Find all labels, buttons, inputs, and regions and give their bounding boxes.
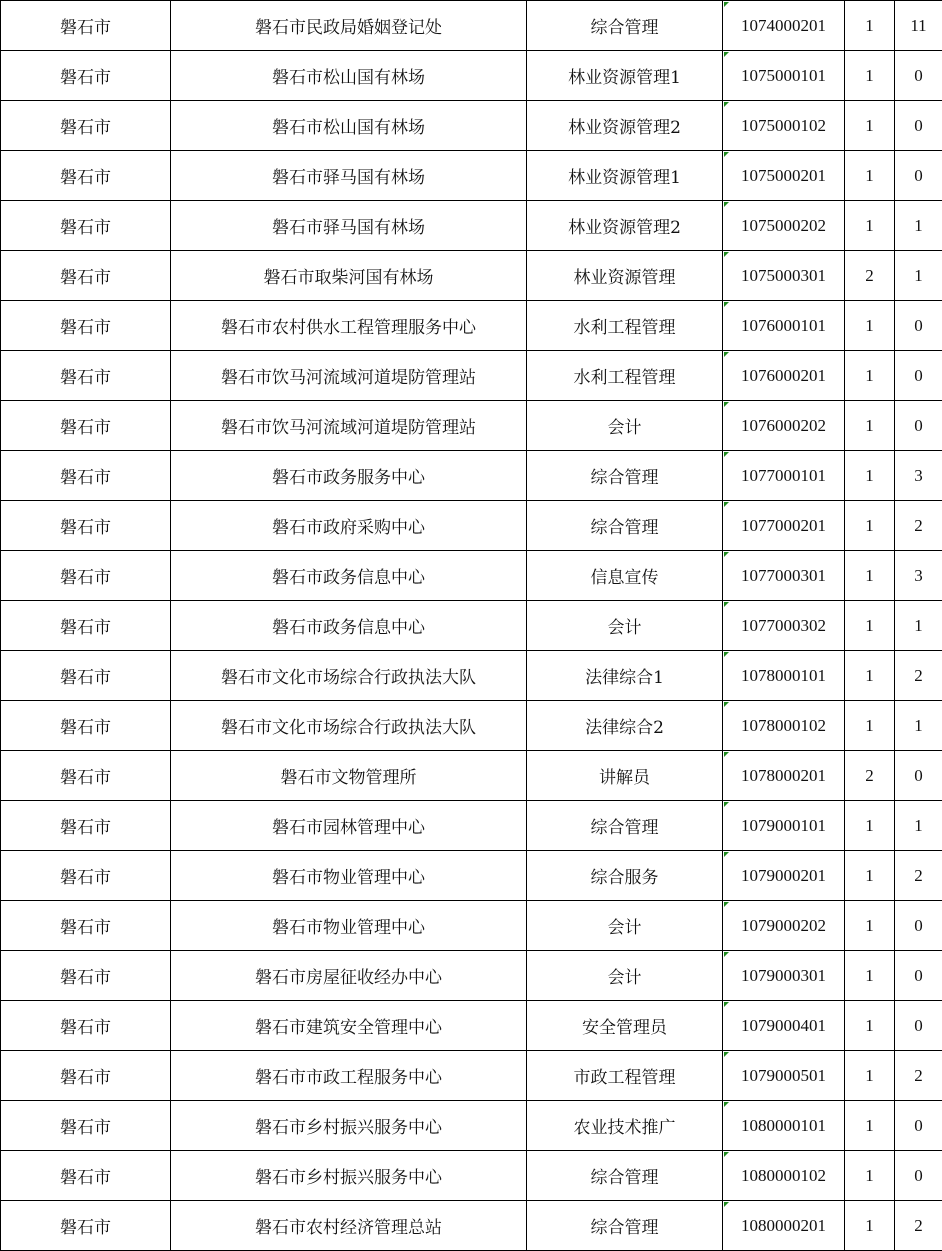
applicant-count-cell: 0 bbox=[895, 951, 942, 1001]
unit-name-cell: 磐石市驿马国有林场 bbox=[171, 201, 527, 251]
quota-cell: 1 bbox=[845, 951, 895, 1001]
table-row bbox=[1, 701, 942, 751]
city-cell: 磐石市 bbox=[1, 351, 171, 401]
unit-name-cell: 磐石市民政局婚姻登记处 bbox=[171, 1, 527, 51]
city-cell: 磐石市 bbox=[1, 451, 171, 501]
applicant-count-cell: 3 bbox=[895, 451, 942, 501]
table-row bbox=[1, 51, 942, 101]
table-row bbox=[1, 751, 942, 801]
position-cell: 法律综合2 bbox=[527, 701, 723, 751]
unit-name-cell: 磐石市物业管理中心 bbox=[171, 851, 527, 901]
applicant-count-cell: 0 bbox=[895, 1101, 942, 1151]
table-row bbox=[1, 901, 942, 951]
position-cell: 水利工程管理 bbox=[527, 301, 723, 351]
position-code-cell: 1075000301 bbox=[723, 251, 845, 301]
position-cell: 水利工程管理 bbox=[527, 351, 723, 401]
position-cell: 综合管理 bbox=[527, 501, 723, 551]
unit-name-cell: 磐石市农村经济管理总站 bbox=[171, 1201, 527, 1251]
city-cell: 磐石市 bbox=[1, 251, 171, 301]
table-row bbox=[1, 851, 942, 901]
unit-name-cell: 磐石市驿马国有林场 bbox=[171, 151, 527, 201]
position-cell: 林业资源管理 bbox=[527, 251, 723, 301]
table-row bbox=[1, 1001, 942, 1051]
unit-name-cell: 磐石市园林管理中心 bbox=[171, 801, 527, 851]
table-row bbox=[1, 351, 942, 401]
quota-cell: 1 bbox=[845, 851, 895, 901]
position-code-cell: 1079000201 bbox=[723, 851, 845, 901]
position-code-cell: 1077000101 bbox=[723, 451, 845, 501]
table-row bbox=[1, 551, 942, 601]
unit-name-cell: 磐石市取柴河国有林场 bbox=[171, 251, 527, 301]
quota-cell: 1 bbox=[845, 401, 895, 451]
quota-cell: 1 bbox=[845, 1101, 895, 1151]
position-cell: 会计 bbox=[527, 401, 723, 451]
unit-name-cell: 磐石市物业管理中心 bbox=[171, 901, 527, 951]
position-code-cell: 1080000102 bbox=[723, 1151, 845, 1201]
unit-name-cell: 磐石市政府采购中心 bbox=[171, 501, 527, 551]
unit-name-cell: 磐石市乡村振兴服务中心 bbox=[171, 1101, 527, 1151]
quota-cell: 2 bbox=[845, 251, 895, 301]
position-cell: 综合管理 bbox=[527, 451, 723, 501]
position-cell: 综合服务 bbox=[527, 851, 723, 901]
position-code-cell: 1075000101 bbox=[723, 51, 845, 101]
applicant-count-cell: 0 bbox=[895, 1151, 942, 1201]
table-row bbox=[1, 651, 942, 701]
unit-name-cell: 磐石市政务信息中心 bbox=[171, 601, 527, 651]
position-cell: 法律综合1 bbox=[527, 651, 723, 701]
quota-cell: 1 bbox=[845, 1201, 895, 1251]
position-cell: 林业资源管理1 bbox=[527, 51, 723, 101]
unit-name-cell: 磐石市饮马河流域河道堤防管理站 bbox=[171, 401, 527, 451]
applicant-count-cell: 2 bbox=[895, 651, 942, 701]
city-cell: 磐石市 bbox=[1, 401, 171, 451]
position-code-cell: 1077000301 bbox=[723, 551, 845, 601]
table-row bbox=[1, 301, 942, 351]
position-cell: 会计 bbox=[527, 901, 723, 951]
unit-name-cell: 磐石市松山国有林场 bbox=[171, 51, 527, 101]
applicant-count-cell: 0 bbox=[895, 401, 942, 451]
city-cell: 磐石市 bbox=[1, 551, 171, 601]
position-code-cell: 1075000102 bbox=[723, 101, 845, 151]
city-cell: 磐石市 bbox=[1, 701, 171, 751]
applicant-count-cell: 1 bbox=[895, 601, 942, 651]
applicant-count-cell: 0 bbox=[895, 151, 942, 201]
position-cell: 市政工程管理 bbox=[527, 1051, 723, 1101]
applicant-count-cell: 0 bbox=[895, 51, 942, 101]
city-cell: 磐石市 bbox=[1, 301, 171, 351]
table-row bbox=[1, 201, 942, 251]
position-cell: 综合管理 bbox=[527, 1201, 723, 1251]
city-cell: 磐石市 bbox=[1, 1101, 171, 1151]
position-code-cell: 1079000301 bbox=[723, 951, 845, 1001]
position-cell: 林业资源管理2 bbox=[527, 201, 723, 251]
position-code-cell: 1076000101 bbox=[723, 301, 845, 351]
applicant-count-cell: 0 bbox=[895, 301, 942, 351]
unit-name-cell: 磐石市文物管理所 bbox=[171, 751, 527, 801]
city-cell: 磐石市 bbox=[1, 201, 171, 251]
position-cell: 综合管理 bbox=[527, 1151, 723, 1201]
table-row bbox=[1, 501, 942, 551]
position-code-cell: 1079000501 bbox=[723, 1051, 845, 1101]
applicant-count-cell: 0 bbox=[895, 901, 942, 951]
table-row bbox=[1, 951, 942, 1001]
unit-name-cell: 磐石市文化市场综合行政执法大队 bbox=[171, 701, 527, 751]
unit-name-cell: 磐石市松山国有林场 bbox=[171, 101, 527, 151]
position-code-cell: 1079000401 bbox=[723, 1001, 845, 1051]
quota-cell: 1 bbox=[845, 551, 895, 601]
quota-cell: 1 bbox=[845, 201, 895, 251]
unit-name-cell: 磐石市房屋征收经办中心 bbox=[171, 951, 527, 1001]
city-cell: 磐石市 bbox=[1, 1001, 171, 1051]
city-cell: 磐石市 bbox=[1, 651, 171, 701]
position-code-cell: 1079000202 bbox=[723, 901, 845, 951]
position-cell: 综合管理 bbox=[527, 1, 723, 51]
position-code-cell: 1076000202 bbox=[723, 401, 845, 451]
quota-cell: 1 bbox=[845, 701, 895, 751]
quota-cell: 1 bbox=[845, 101, 895, 151]
position-cell: 安全管理员 bbox=[527, 1001, 723, 1051]
applicant-count-cell: 2 bbox=[895, 1051, 942, 1101]
applicant-count-cell: 0 bbox=[895, 351, 942, 401]
city-cell: 磐石市 bbox=[1, 1, 171, 51]
applicant-count-cell: 1 bbox=[895, 801, 942, 851]
table-row bbox=[1, 601, 942, 651]
table-row bbox=[1, 251, 942, 301]
position-code-cell: 1075000202 bbox=[723, 201, 845, 251]
table-row bbox=[1, 1151, 942, 1201]
unit-name-cell: 磐石市农村供水工程管理服务中心 bbox=[171, 301, 527, 351]
city-cell: 磐石市 bbox=[1, 601, 171, 651]
unit-name-cell: 磐石市市政工程服务中心 bbox=[171, 1051, 527, 1101]
quota-cell: 1 bbox=[845, 151, 895, 201]
position-cell: 讲解员 bbox=[527, 751, 723, 801]
applicant-count-cell: 1 bbox=[895, 251, 942, 301]
position-code-cell: 1079000101 bbox=[723, 801, 845, 851]
table-row bbox=[1, 1201, 942, 1251]
applicant-count-cell: 0 bbox=[895, 1001, 942, 1051]
position-code-cell: 1080000201 bbox=[723, 1201, 845, 1251]
table-row bbox=[1, 1051, 942, 1101]
quota-cell: 1 bbox=[845, 801, 895, 851]
position-code-cell: 1078000101 bbox=[723, 651, 845, 701]
position-code-cell: 1080000101 bbox=[723, 1101, 845, 1151]
position-code-cell: 1077000201 bbox=[723, 501, 845, 551]
quota-cell: 2 bbox=[845, 751, 895, 801]
position-cell: 林业资源管理1 bbox=[527, 151, 723, 201]
city-cell: 磐石市 bbox=[1, 1201, 171, 1251]
city-cell: 磐石市 bbox=[1, 1051, 171, 1101]
quota-cell: 1 bbox=[845, 351, 895, 401]
position-cell: 林业资源管理2 bbox=[527, 101, 723, 151]
city-cell: 磐石市 bbox=[1, 801, 171, 851]
city-cell: 磐石市 bbox=[1, 51, 171, 101]
quota-cell: 1 bbox=[845, 501, 895, 551]
position-cell: 综合管理 bbox=[527, 801, 723, 851]
city-cell: 磐石市 bbox=[1, 901, 171, 951]
quota-cell: 1 bbox=[845, 1051, 895, 1101]
quota-cell: 1 bbox=[845, 1001, 895, 1051]
quota-cell: 1 bbox=[845, 1151, 895, 1201]
applicant-count-cell: 1 bbox=[895, 701, 942, 751]
position-code-cell: 1075000201 bbox=[723, 151, 845, 201]
city-cell: 磐石市 bbox=[1, 951, 171, 1001]
position-code-cell: 1077000302 bbox=[723, 601, 845, 651]
city-cell: 磐石市 bbox=[1, 751, 171, 801]
position-code-cell: 1078000102 bbox=[723, 701, 845, 751]
position-code-cell: 1076000201 bbox=[723, 351, 845, 401]
quota-cell: 1 bbox=[845, 1, 895, 51]
city-cell: 磐石市 bbox=[1, 851, 171, 901]
quota-cell: 1 bbox=[845, 51, 895, 101]
city-cell: 磐石市 bbox=[1, 101, 171, 151]
position-code-cell: 1078000201 bbox=[723, 751, 845, 801]
city-cell: 磐石市 bbox=[1, 1151, 171, 1201]
position-cell: 会计 bbox=[527, 951, 723, 1001]
quota-cell: 1 bbox=[845, 601, 895, 651]
table-row bbox=[1, 1, 942, 51]
position-cell: 会计 bbox=[527, 601, 723, 651]
unit-name-cell: 磐石市政务信息中心 bbox=[171, 551, 527, 601]
table-row bbox=[1, 401, 942, 451]
applicant-count-cell: 2 bbox=[895, 501, 942, 551]
table-row bbox=[1, 1101, 942, 1151]
quota-cell: 1 bbox=[845, 451, 895, 501]
applicant-count-cell: 3 bbox=[895, 551, 942, 601]
unit-name-cell: 磐石市政务服务中心 bbox=[171, 451, 527, 501]
unit-name-cell: 磐石市饮马河流域河道堤防管理站 bbox=[171, 351, 527, 401]
city-cell: 磐石市 bbox=[1, 501, 171, 551]
table-row bbox=[1, 451, 942, 501]
position-cell: 农业技术推广 bbox=[527, 1101, 723, 1151]
applicant-count-cell: 11 bbox=[895, 1, 942, 51]
table-row bbox=[1, 101, 942, 151]
table-row bbox=[1, 151, 942, 201]
applicant-count-cell: 2 bbox=[895, 851, 942, 901]
position-cell: 信息宣传 bbox=[527, 551, 723, 601]
unit-name-cell: 磐石市建筑安全管理中心 bbox=[171, 1001, 527, 1051]
position-code-cell: 1074000201 bbox=[723, 1, 845, 51]
applicant-count-cell: 0 bbox=[895, 751, 942, 801]
table-row bbox=[1, 801, 942, 851]
quota-cell: 1 bbox=[845, 901, 895, 951]
quota-cell: 1 bbox=[845, 301, 895, 351]
applicant-count-cell: 2 bbox=[895, 1201, 942, 1251]
city-cell: 磐石市 bbox=[1, 151, 171, 201]
unit-name-cell: 磐石市文化市场综合行政执法大队 bbox=[171, 651, 527, 701]
unit-name-cell: 磐石市乡村振兴服务中心 bbox=[171, 1151, 527, 1201]
table-body bbox=[1, 1, 942, 1251]
applicant-count-cell: 1 bbox=[895, 201, 942, 251]
quota-cell: 1 bbox=[845, 651, 895, 701]
applicant-count-cell: 0 bbox=[895, 101, 942, 151]
